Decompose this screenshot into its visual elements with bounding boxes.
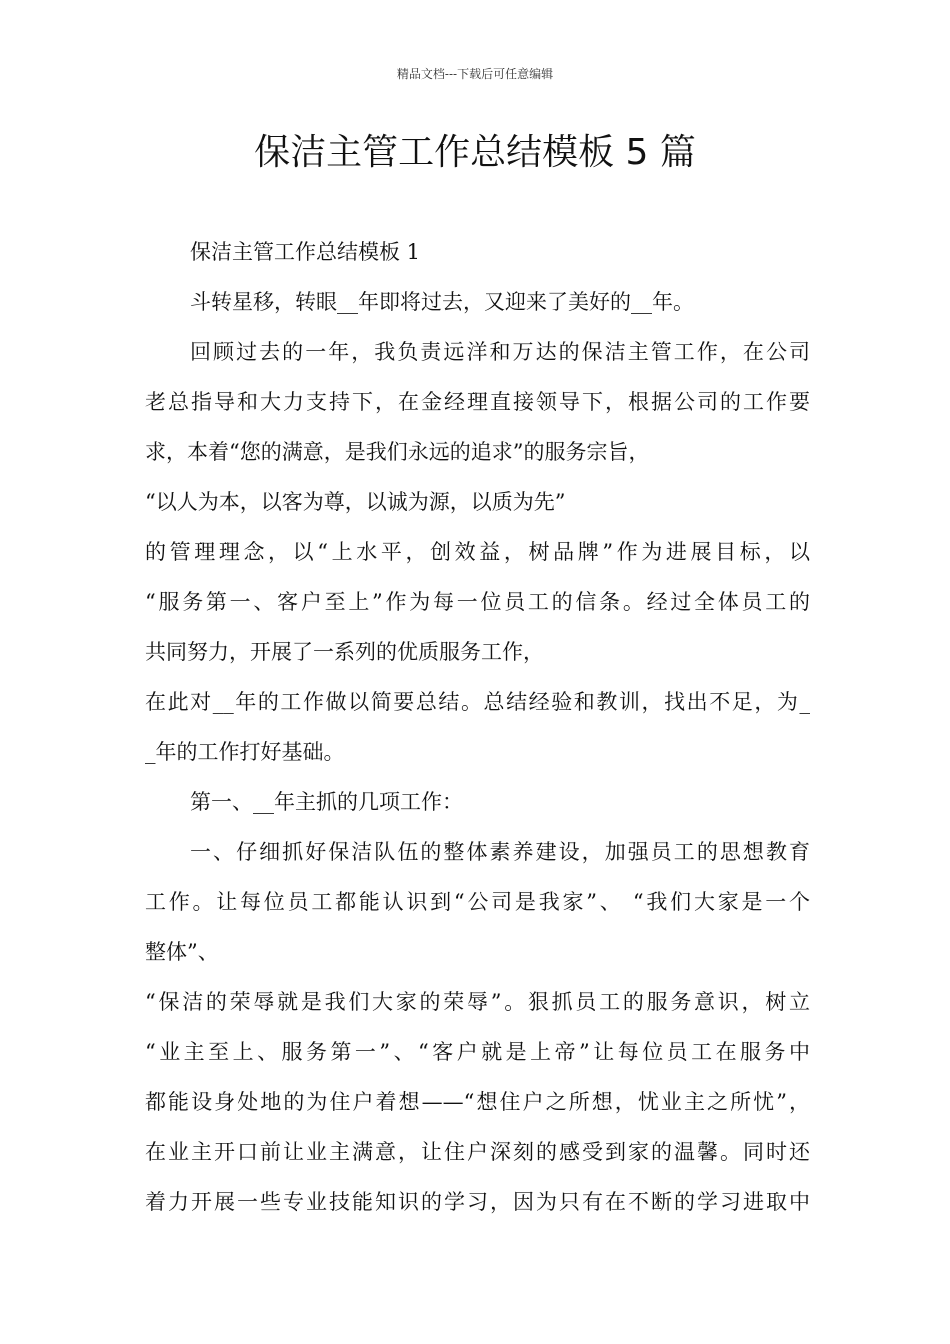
text-line: “以人为本，以客为尊，以诚为源，以质为先”: [145, 490, 566, 514]
text-line: 整体”、: [145, 940, 219, 964]
text-line: 在业主开口前让业主满意，让住户深刻的感受到家的温馨。同时还: [145, 1140, 810, 1164]
text-line: 老总指导和大力支持下，在金经理直接领导下，根据公司的工作要: [145, 390, 810, 414]
document-title: 保洁主管工作总结模板 5 篇: [254, 132, 696, 173]
document-body: [145, 227, 810, 1227]
text-line: “服务第一、客户至上”作为每一位员工的信条。经过全体员工的: [145, 590, 810, 614]
text-line: “业主至上、服务第一”、“客户就是上帝”让每位员工在服务中: [145, 1040, 810, 1064]
text-line: 求，本着“您的满意，是我们永远的追求”的服务宗旨，: [145, 440, 650, 464]
text-line: 斗转星移，转眼__年即将过去，又迎来了美好的__年。: [190, 290, 694, 314]
text-line: 回顾过去的一年，我负责远洋和万达的保洁主管工作，在公司: [190, 340, 810, 364]
text-line: 一、仔细抓好保洁队伍的整体素养建设，加强员工的思想教育: [190, 840, 810, 864]
text-line: 保洁主管工作总结模板 1: [190, 240, 421, 264]
text-line: _年的工作打好基础。: [145, 740, 345, 764]
text-line: 的管理理念，以“上水平，创效益，树品牌”作为进展目标，以: [145, 540, 810, 564]
text-line: 在此对__年的工作做以简要总结。总结经验和教训，找出不足，为_: [145, 690, 810, 714]
text-line: 第一、__年主抓的几项工作：: [190, 790, 463, 814]
text-line: 共同努力，开展了一系列的优质服务工作，: [145, 640, 544, 664]
text-line: 着力开展一些专业技能知识的学习，因为只有在不断的学习进取中: [145, 1190, 810, 1214]
text-line: 工作。让每位员工都能认识到“公司是我家”、 “我们大家是一个: [145, 890, 810, 914]
text-line: “保洁的荣辱就是我们大家的荣辱”。狠抓员工的服务意识，树立: [145, 990, 810, 1014]
page-header: 精品文档---下载后可任意编辑: [396, 67, 554, 81]
text-line: 都能设身处地的为住户着想——“想住户之所想，忧业主之所忧”，: [145, 1090, 810, 1114]
